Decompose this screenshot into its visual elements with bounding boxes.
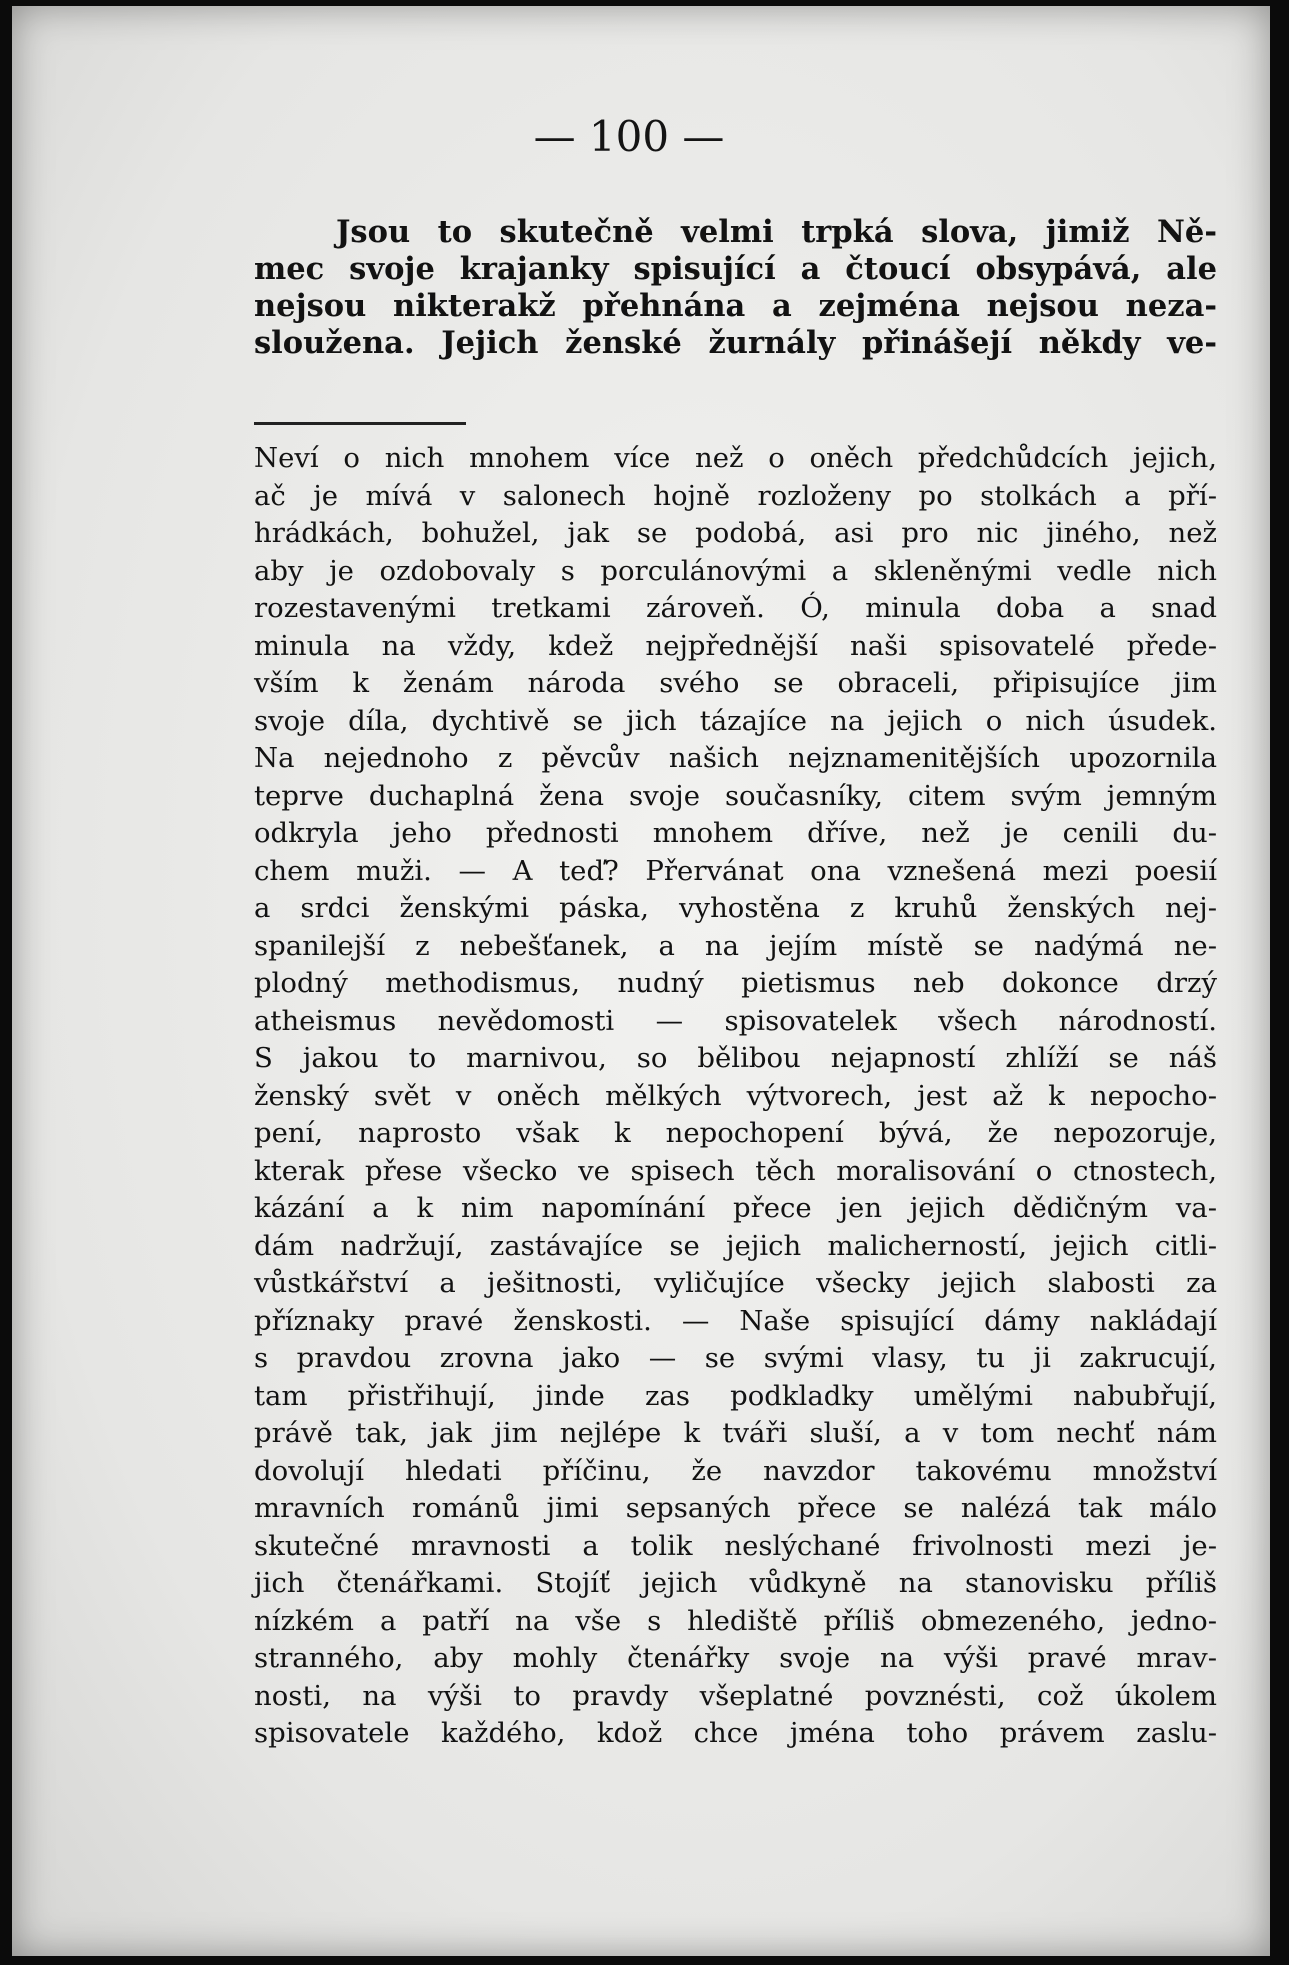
footnote-line: tam přistřihují, jinde zas podkladky umělými nabubřují,	[254, 1379, 1217, 1412]
footnote-divider	[254, 422, 466, 425]
footnote-line: jich čtenářkami. Stojíť jejich vůdkyně na stanovisku příliš	[254, 1567, 1217, 1599]
footnote-line: hrádkách, bohužel, jak se podobá, asi pro nic jiného, než	[254, 517, 1217, 549]
footnote-line: s pravdou zrovna jako — se svými vlasy, tu ji zakrucují,	[254, 1342, 1217, 1374]
footnote-line: aby je ozdobovaly s porculánovými a skleněnými vedle nich	[254, 554, 1217, 587]
footnote-line: stranného, aby mohly čtenářky svoje na výši pravé mrav-	[254, 1642, 1217, 1674]
main-text-line: mec svoje krajanky spisující a čtoucí obsypává, ale	[254, 251, 1217, 287]
footnote-line: nosti, na výši to pravdy všeplatné povznésti, což úkolem	[254, 1679, 1217, 1712]
footnote-line: ač je mívá v salonech hojně rozloženy po stolkách a pří-	[254, 479, 1217, 512]
footnote-line: příznaky pravé ženskosti. — Naše spisující dámy nakládají	[254, 1304, 1217, 1337]
footnote-line: ženský svět v oněch mělkých výtvorech, jest až k nepocho-	[254, 1079, 1217, 1112]
footnote-line: spanilejší z nebešťanek, a na jejím místě se nadýmá ne-	[254, 929, 1217, 962]
footnote-line: pení, naprosto však k nepochopení bývá, že nepozoruje,	[254, 1117, 1217, 1149]
footnote-line: právě tak, jak jim nejlépe k tváři sluší, a v tom nechť nám	[254, 1417, 1217, 1449]
footnote-text	[254, 440, 1217, 1753]
footnote-line: odkryla jeho přednosti mnohem dříve, než je cenili du-	[254, 817, 1217, 849]
footnote-line: Na nejednoho z pěvcův našich nejznamenitějších upozornila	[254, 742, 1217, 774]
footnote-line: a srdci ženskými páska, vyhostěna z kruhů ženských nej-	[254, 892, 1217, 924]
footnote-line: chem muži. — A teď? Přervánat ona vznešená mezi poesií	[254, 854, 1217, 887]
footnote-line: minula na vždy, kdež nejpřednější naši spisovatelé přede-	[254, 629, 1217, 662]
footnote-line: skutečné mravnosti a tolik neslýchané frivolnosti mezi je-	[254, 1529, 1217, 1562]
footnote-line: atheismus nevědomosti — spisovatelek všech národností.	[254, 1004, 1217, 1037]
page-number: — 100 —	[533, 112, 725, 161]
footnote-line: S jakou to marnivou, so bělibou nejapností zhlíží se náš	[254, 1042, 1217, 1074]
footnote-line: nízkém a patří na vše s hlediště příliš obmezeného, jedno-	[254, 1604, 1217, 1637]
main-text	[254, 214, 1217, 362]
footnote-line: dám nadržují, zastávajíce se jejich malicherností, jejich citli-	[254, 1229, 1217, 1262]
footnote-line: vůstkářství a ješitnosti, vyličujíce všecky jejich slabosti za	[254, 1267, 1217, 1299]
footnote-line: plodný methodismus, nudný pietismus neb dokonce drzý	[254, 967, 1217, 999]
footnote-line: teprve duchaplná žena svoje současníky, citem svým jemným	[254, 779, 1217, 812]
footnote-line: kterak přese všecko ve spisech těch moralisování o ctnostech,	[254, 1154, 1217, 1187]
footnote-line: kázání a k nim napomínání přece jen jejich dědičným va-	[254, 1192, 1217, 1224]
book-page	[12, 6, 1270, 1956]
footnote-line: svoje díla, dychtivě se jich tázajíce na jejich o nich úsudek.	[254, 704, 1217, 737]
main-text-line: sloužena. Jejich ženské žurnály přinášejí někdy ve-	[254, 325, 1217, 361]
footnote-line: rozestavenými tretkami zároveň. Ó, minula doba a snad	[254, 592, 1217, 624]
main-text-line: nejsou nikterakž přehnána a zejména nejsou neza-	[254, 288, 1217, 324]
footnote-line: vším k ženám národa svého se obraceli, připisujíce jim	[254, 667, 1217, 699]
footnote-line: Neví o nich mnohem více než o oněch předchůdcích jejich,	[254, 442, 1217, 474]
footnote-line: dovolují hledati příčinu, že navzdor takovému množství	[254, 1454, 1217, 1487]
footnote-line: mravních románů jimi sepsaných přece se nalézá tak málo	[254, 1492, 1217, 1524]
main-text-line: Jsou to skutečně velmi trpká slova, jimiž Ně-	[336, 214, 1217, 250]
footnote-line: spisovatele každého, kdož chce jména toho právem zaslu-	[254, 1717, 1217, 1749]
